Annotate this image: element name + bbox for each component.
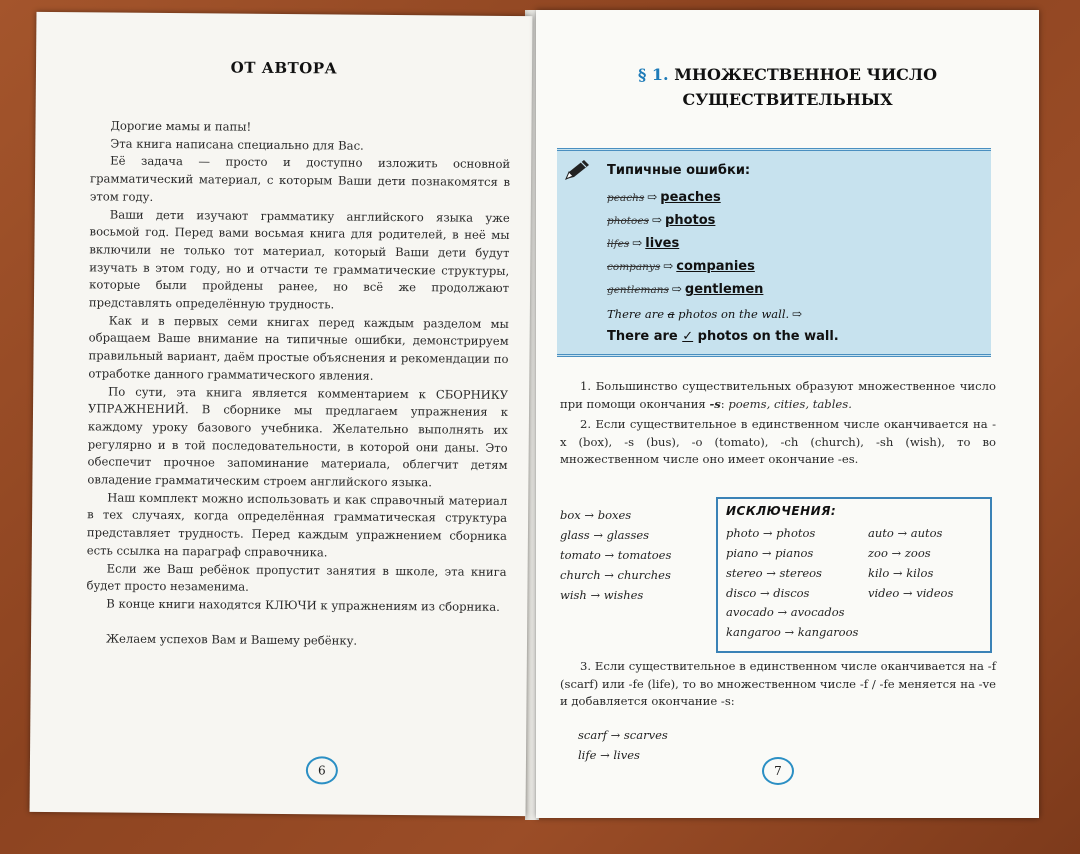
section-number: § 1. [637, 65, 669, 84]
errors-title: Типичные ошибки: [607, 163, 751, 178]
wrong-form: lifes [607, 238, 630, 250]
exception: kangaroo → kangaroos [726, 625, 859, 639]
correct-form: companies [676, 259, 755, 274]
paragraph: Если же Ваш ребёнок пропустит занятия в школе, эта книга будет просто незаменима. [86, 561, 507, 595]
rule-text: 2. Если существительное в единственном числе оканчивается на -x (box), -s (bus), -o (tomato), -ch (church), -sh (wish), то во множественном числе оно имеет окончание -es. [560, 417, 996, 466]
correct-form: peaches [660, 190, 721, 205]
example: church → churches [560, 568, 671, 582]
wrong-form: photoes [607, 215, 649, 227]
arrow-icon: ⇨ [647, 190, 658, 204]
error-row [607, 236, 679, 251]
right-page [536, 10, 1039, 818]
exception: photo → photos [726, 526, 816, 540]
rule-text: 3. Если существительное в единственном числе оканчивается на -f (scarf) или -fe (life), то во множественном числе -f / -fe меняется на -ve и добавляется окончание -s: [560, 659, 996, 708]
exception: zoo → zoos [868, 546, 931, 560]
rule-text: : [720, 396, 729, 411]
sentence-part: photos on the wall. [693, 329, 839, 344]
exception: kilo → kilos [868, 566, 934, 580]
exceptions-title: ИСКЛЮЧЕНИЯ: [726, 504, 837, 518]
exception: stereo → stereos [726, 566, 822, 580]
title-line2: СУЩЕСТВИТЕЛЬНЫХ [682, 90, 893, 109]
example: wish → wishes [560, 588, 644, 602]
error-row [607, 282, 763, 297]
wrong-form: gentlemans [607, 284, 669, 296]
ending: -s [709, 396, 721, 411]
wrong-form: peachs [607, 192, 645, 204]
example: box → boxes [560, 508, 632, 522]
page-title: ОТ АВТОРА [230, 58, 338, 78]
exceptions-col2 [868, 523, 953, 603]
paragraph: Ваши дети изучают грамматику английского языка уже восьмой год. Перед вами восьмая книга для родителей, в неё мы включили не только тот материал, который Ваши дети будут изучать в этом году, но и отчасти те грамматические структуры, которые были пройдены ранее, но всё же продолжают представлять определённую трудность. [88, 207, 510, 312]
example: glass → glasses [560, 528, 650, 542]
example: scarf → scarves [578, 728, 668, 742]
error-row [607, 213, 715, 228]
exception: video → videos [868, 586, 954, 600]
title-line1: МНОЖЕСТВЕННОЕ ЧИСЛО [674, 65, 937, 84]
error-row [607, 259, 755, 274]
paragraph: Как и в первых семи книгах перед каждым разделом мы обращаем Ваше внимание на типичные ошибки, демонстрируем правильный вариант, даём простые объяснения и рекомендации по отработке данного грамматического явления. [88, 313, 509, 383]
paragraph: Её задача — просто и доступно изложить основной грамматический материал, с которым Ваши дети познакомятся в этом году. [89, 153, 511, 204]
rule-1 [560, 378, 996, 413]
preface-text [86, 117, 511, 651]
wrong-form: companys [607, 261, 661, 273]
typical-errors-box [557, 148, 991, 357]
rule-3 [560, 658, 996, 711]
paragraph: Желаем успехов Вам и Вашему ребёнку. [105, 631, 358, 648]
paragraph: Дорогие мамы и папы! [110, 118, 252, 134]
rule3-examples [578, 725, 668, 765]
struck-word: a [667, 307, 675, 321]
arrow-icon: ⇨ [663, 259, 674, 273]
correct-form: photos [665, 213, 716, 228]
example: life → lives [578, 748, 640, 762]
sentence-part: There are [607, 307, 668, 321]
arrow-icon: ⇨ [671, 282, 682, 296]
exception: auto → autos [868, 526, 943, 540]
page-number: 7 [762, 757, 794, 785]
arrow-icon: ⇨ [792, 307, 803, 321]
correct-form: lives [645, 236, 680, 251]
correct-sentence [607, 329, 839, 344]
examples-list [560, 505, 671, 605]
exceptions-col1 [726, 523, 822, 603]
wrong-sentence [607, 307, 805, 321]
rule-2 [560, 416, 996, 469]
exceptions-box [716, 497, 992, 653]
rule-text: 1. Большинство существительных образуют множественное число при помощи окончания [560, 379, 996, 411]
correct-form: gentlemen [684, 282, 764, 297]
exception: avocado → avocados [726, 605, 845, 619]
arrow-icon: ⇨ [632, 236, 643, 250]
sentence-part: photos on the wall. [674, 307, 790, 321]
page-number: 6 [306, 756, 338, 784]
arrow-icon: ⇨ [651, 213, 663, 227]
paragraph: Эта книга написана специально для Вас. [110, 136, 364, 153]
paragraph: Наш комплект можно использовать и как справочный материал в тех случаях, когда определённая грамматическая структура представляет трудность. Перед каждым упражнением сборника есть ссылка на параграф справочника. [86, 490, 508, 560]
paragraph: В конце книги находятся КЛЮЧИ к упражнениям из сборника. [106, 596, 500, 614]
exception: disco → discos [726, 586, 810, 600]
sentence-part: There are [607, 329, 683, 344]
section-title [536, 62, 1039, 112]
paragraph: По сути, эта книга является комментарием к СБОРНИКУ УПРАЖНЕНИЙ. В сборнике мы предлагаем упражнения к каждому уроку базового учебника. Желательно выполнять их регулярно и в той последовательности, в которой они даны. Это обеспечит прочное запоминание материала, облегчит детям овладение грамматическим строем английского языка. [87, 384, 509, 490]
rule-examples: poems, cities, tables. [728, 396, 852, 411]
left-page [30, 12, 533, 816]
checkmark-icon: ✓ [682, 329, 694, 344]
error-row [607, 190, 721, 205]
pencil-icon [563, 157, 593, 187]
exception: piano → pianos [726, 546, 814, 560]
example: tomato → tomatoes [560, 548, 672, 562]
